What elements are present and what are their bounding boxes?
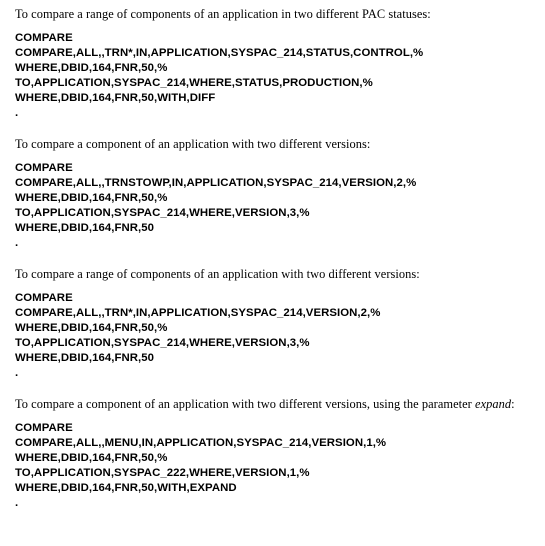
code-line: WHERE,DBID,164,FNR,50,%	[15, 192, 168, 204]
code-line: WHERE,DBID,164,FNR,50,%	[15, 322, 168, 334]
example-intro-parameter: expand	[475, 397, 512, 411]
example-section-range-versions	[15, 267, 420, 381]
example-intro: To compare a range of components of an application with two different versions:	[15, 267, 420, 281]
example-section-component-versions	[15, 137, 416, 251]
example-intro-suffix: :	[511, 397, 515, 411]
code-block	[15, 421, 520, 511]
code-block	[15, 291, 420, 381]
code-line: COMPARE	[15, 32, 73, 44]
code-line: TO,APPLICATION,SYSPAC_222,WHERE,VERSION,1,%	[15, 467, 310, 479]
code-line: COMPARE,ALL,,MENU,IN,APPLICATION,SYSPAC_214,VERSION,1,%	[15, 437, 387, 449]
example-intro	[15, 397, 520, 412]
code-block	[15, 161, 416, 251]
code-line: WHERE,DBID,164,FNR,50	[15, 222, 155, 234]
code-line: WHERE,DBID,164,FNR,50,%	[15, 62, 168, 74]
example-section-expand-parameter	[15, 397, 520, 511]
code-line: TO,APPLICATION,SYSPAC_214,WHERE,VERSION,3,%	[15, 207, 310, 219]
code-line: COMPARE,ALL,,TRN*,IN,APPLICATION,SYSPAC_214,STATUS,CONTROL,%	[15, 47, 424, 59]
code-line: WHERE,DBID,164,FNR,50,%	[15, 452, 168, 464]
code-line: COMPARE,ALL,,TRNSTOWP,IN,APPLICATION,SYSPAC_214,VERSION,2,%	[15, 177, 417, 189]
code-line: COMPARE,ALL,,TRN*,IN,APPLICATION,SYSPAC_214,VERSION,2,%	[15, 307, 381, 319]
code-line: TO,APPLICATION,SYSPAC_214,WHERE,VERSION,3,%	[15, 337, 310, 349]
code-terminator: .	[15, 497, 19, 509]
example-intro: To compare a component of an application with two different versions:	[15, 137, 371, 151]
code-line: WHERE,DBID,164,FNR,50	[15, 352, 155, 364]
code-terminator: .	[15, 367, 19, 379]
code-line: WHERE,DBID,164,FNR,50,WITH,EXPAND	[15, 482, 237, 494]
code-line: COMPARE	[15, 162, 73, 174]
example-intro-text: To compare a component of an application with two different versions, using the parameter	[15, 397, 472, 411]
code-line: COMPARE	[15, 292, 73, 304]
code-terminator: .	[15, 107, 19, 119]
code-line: WHERE,DBID,164,FNR,50,WITH,DIFF	[15, 92, 216, 104]
example-section-pac-status-range	[15, 7, 431, 121]
code-line: TO,APPLICATION,SYSPAC_214,WHERE,STATUS,PRODUCTION,%	[15, 77, 373, 89]
code-block	[15, 31, 431, 121]
example-intro: To compare a range of components of an application in two different PAC statuses:	[15, 7, 431, 21]
code-terminator: .	[15, 237, 19, 249]
code-line: COMPARE	[15, 422, 73, 434]
